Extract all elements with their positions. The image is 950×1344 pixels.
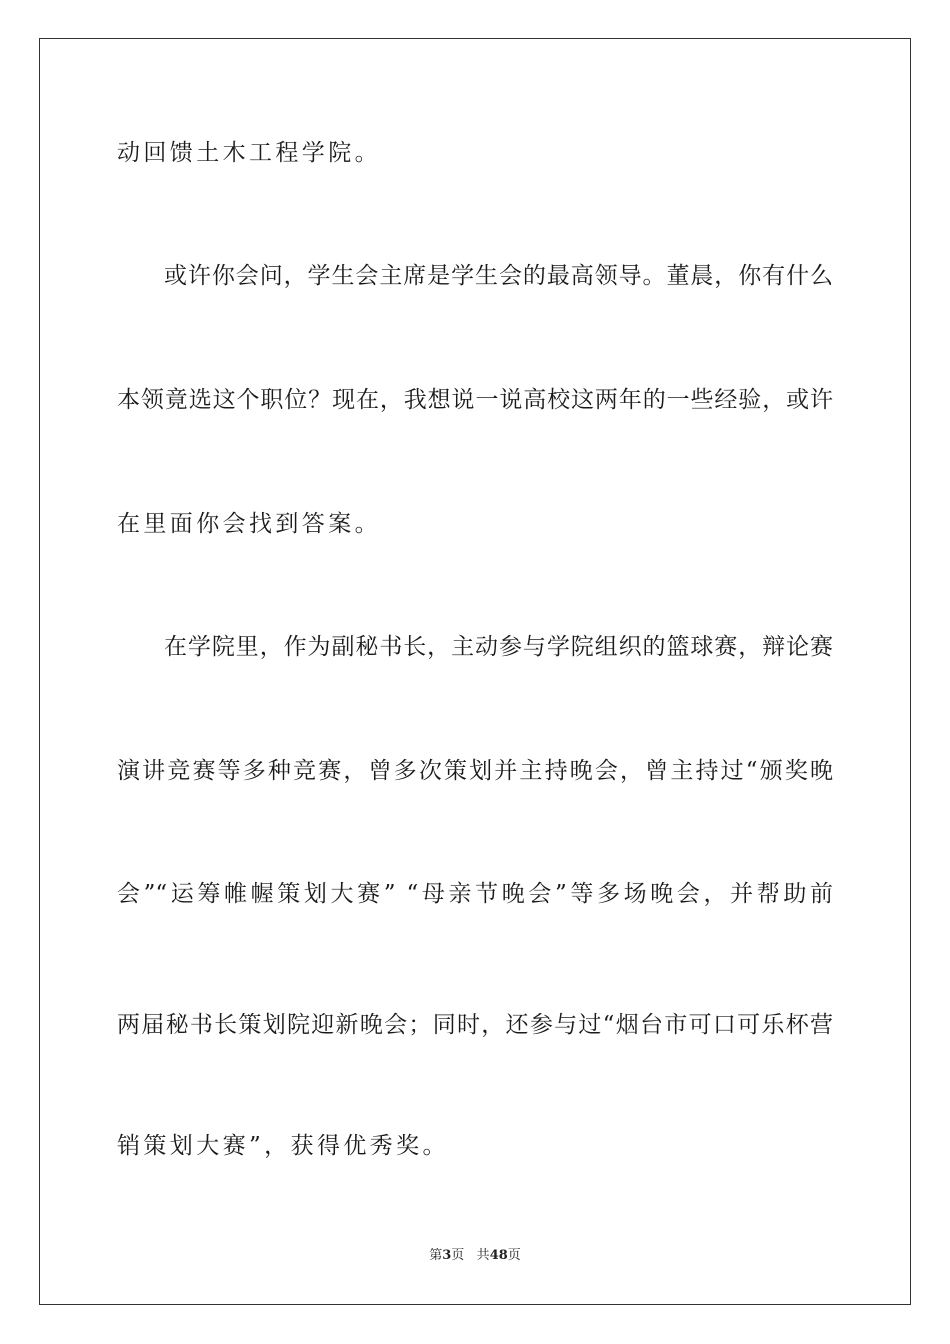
page-number-footer <box>0 1247 950 1265</box>
paragraph-2-line-1: 或许你会问，学生会主席是学生会的最高领导。董晨，你有什么 <box>164 263 833 289</box>
page-border <box>39 38 911 1305</box>
paragraph-3-line-3: 会”“运筹帷幄策划大赛” “母亲节晚会”等多场晚会，并帮助前 <box>117 881 833 907</box>
footer-total-unit: 页 <box>507 1248 521 1263</box>
total-page-count: 48 <box>489 1248 508 1263</box>
paragraph-3-line-2: 演讲竞赛等多种竞赛，曾多次策划并主持晚会，曾主持过“颁奖晚 <box>117 758 833 784</box>
body-line-1: 动回馈土木工程学院。 <box>117 140 381 166</box>
footer-gap <box>464 1248 476 1263</box>
paragraph-3-line-5: 销策划大赛”，获得优秀奖。 <box>117 1133 449 1159</box>
current-page-number: 3 <box>442 1248 452 1263</box>
paragraph-2-line-2: 本领竟选这个职位？现在，我想说一说高校这两年的一些经验，或许 <box>117 387 833 413</box>
paragraph-3-line-4: 两届秘书长策划院迎新晚会；同时，还参与过“烟台市可口可乐杯营 <box>117 1012 833 1038</box>
footer-page-unit: 页 <box>451 1248 465 1263</box>
footer-total-prefix: 共 <box>476 1248 490 1263</box>
footer-prefix: 第 <box>429 1248 443 1263</box>
paragraph-3-line-1: 在学院里，作为副秘书长，主动参与学院组织的篮球赛，辩论赛 <box>164 634 833 660</box>
paragraph-2-line-3: 在里面你会找到答案。 <box>117 511 381 537</box>
